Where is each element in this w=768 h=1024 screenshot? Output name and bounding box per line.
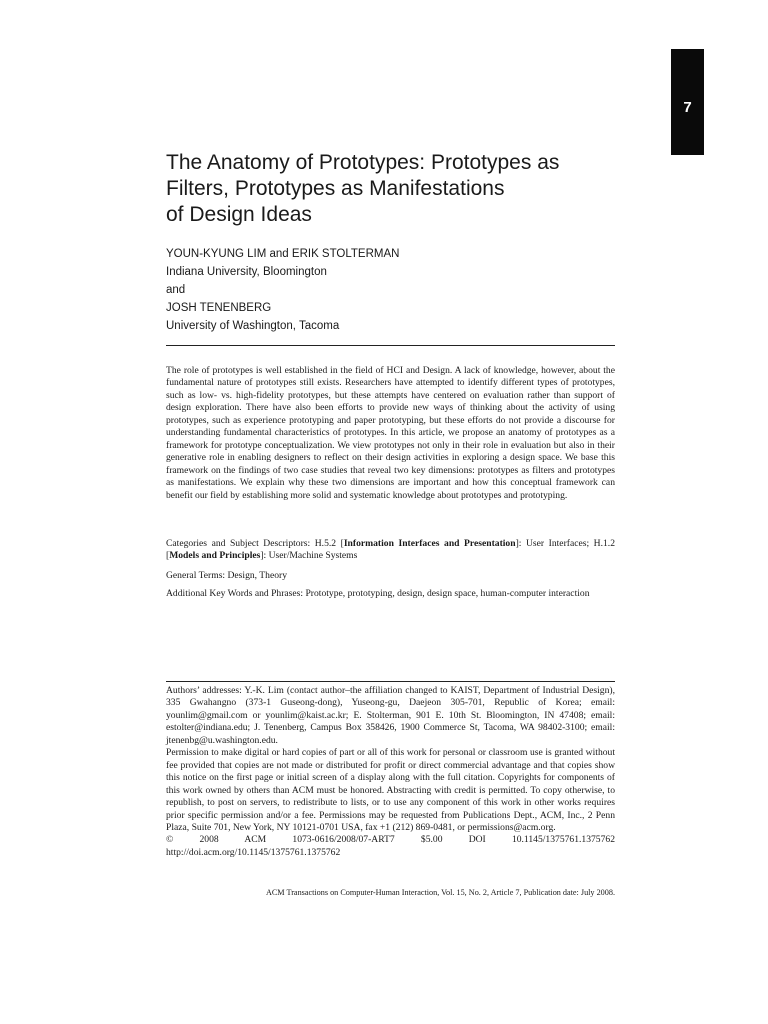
- journal-footer: ACM Transactions on Computer-Human Interaction, Vol. 15, No. 2, Article 7, Publication date: July 2008.: [265, 888, 615, 897]
- footnote-block: [166, 685, 615, 859]
- author-block: [166, 245, 606, 335]
- abstract: The role of prototypes is well established in the field of HCI and Design. A lack of knowledge, however, about the fundamental nature of prototypes still exists. Researchers have attempted to identify different types of prototypes, such as low- vs. high-fidelity prototypes, but these attempts have centered on evaluation rather than support of design exploration. There have also been efforts to provide new ways of thinking about the activity of using prototypes, such as experience prototyping and paper prototyping, but these efforts do not provide a discourse for understanding fundamental characteristics of prototypes. In this article, we propose an anatomy of prototypes as a framework for prototype conceptualization. We view prototypes not only in their role in evaluation but also in their generative role in enabling designers to reflect on their design activities in exploring a design space. We base this framework on the findings of two case studies that reveal two key dimensions: prototypes as filters and prototypes as manifestations. We explain why these two dimensions are important and how this conceptual framework can benefit our field by establishing more solid and systematic knowledge about prototypes and prototyping.: [166, 365, 615, 501]
- title-line: of Design Ideas: [166, 203, 312, 226]
- authors-addresses: Authors’ addresses: Y.-K. Lim (contact author–the affiliation changed to KAIST, Department of Industrial Design), 335 Gwahangno (373-1 Guseong-dong), Yuseong-gu, Daejeon 305-701, Republic of Korea; email: younlim@gmail.com or younlim@kaist.ac.kr; E. Stolterman, 901 E. 10th St. Bloomington, IN 47408; email: estolter@indiana.edu; J. Tenenberg, Campus Box 358426, 1900 Commerce St, Tacoma, WA 98402-3100; email: jtenenbg@u.washington.edu.: [166, 685, 615, 746]
- affiliation-2: University of Washington, Tacoma: [166, 320, 340, 332]
- categories-prefix: Categories and Subject Descriptors: H.5.2 [: [166, 538, 344, 549]
- page-number-tab: [671, 49, 704, 155]
- title-line: Filters, Prototypes as Manifestations: [166, 177, 505, 200]
- categories-middle: ]: User Interfaces; H.1.2 [: [166, 538, 615, 562]
- page-number: 7: [683, 99, 692, 116]
- top-divider: [166, 345, 615, 346]
- paper-title: [166, 150, 626, 228]
- categories-suffix: ]: User/Machine Systems: [260, 550, 358, 562]
- category-bold-2: Models and Principles: [169, 550, 261, 562]
- copyright-doi: © 2008 ACM 1073-0616/2008/07-ART7 $5.00 DOI 10.1145/1375761.1375762 http://doi.acm.org/10.1145/1375761.1375762: [166, 834, 615, 858]
- categories-descriptors: [166, 538, 615, 563]
- author-names-1: YOUN-KYUNG LIM and ERIK STOLTERMAN: [166, 248, 400, 260]
- author-conjunction: and: [166, 284, 186, 296]
- affiliation-1: Indiana University, Bloomington: [166, 266, 327, 278]
- footnote-divider: [166, 681, 615, 682]
- additional-keywords: Additional Key Words and Phrases: Prototype, prototyping, design, design space, human-computer interaction: [166, 588, 590, 599]
- general-terms: General Terms: Design, Theory: [166, 570, 287, 581]
- permission-notice: Permission to make digital or hard copies of part or all of this work for personal or classroom use is granted without fee provided that copies are not made or distributed for profit or direct commercial advantage and that copies show this notice on the first page or initial screen of a display along with the full citation. Copyrights for components of this work owned by others than ACM must be honored. Abstracting with credit is permitted. To copy otherwise, to republish, to post on servers, to redistribute to lists, or to use any component of this work in other works requires prior specific permission and/or a fee. Permissions may be requested from Publications Dept., ACM, Inc., 2 Penn Plaza, Suite 701, New York, NY 10121-0701 USA, fax +1 (212) 869-0481, or permissions@acm.org.: [166, 747, 615, 833]
- author-names-2: JOSH TENENBERG: [166, 302, 272, 314]
- title-line: The Anatomy of Prototypes: Prototypes as: [166, 151, 560, 174]
- category-bold-1: Information Interfaces and Presentation: [343, 538, 516, 549]
